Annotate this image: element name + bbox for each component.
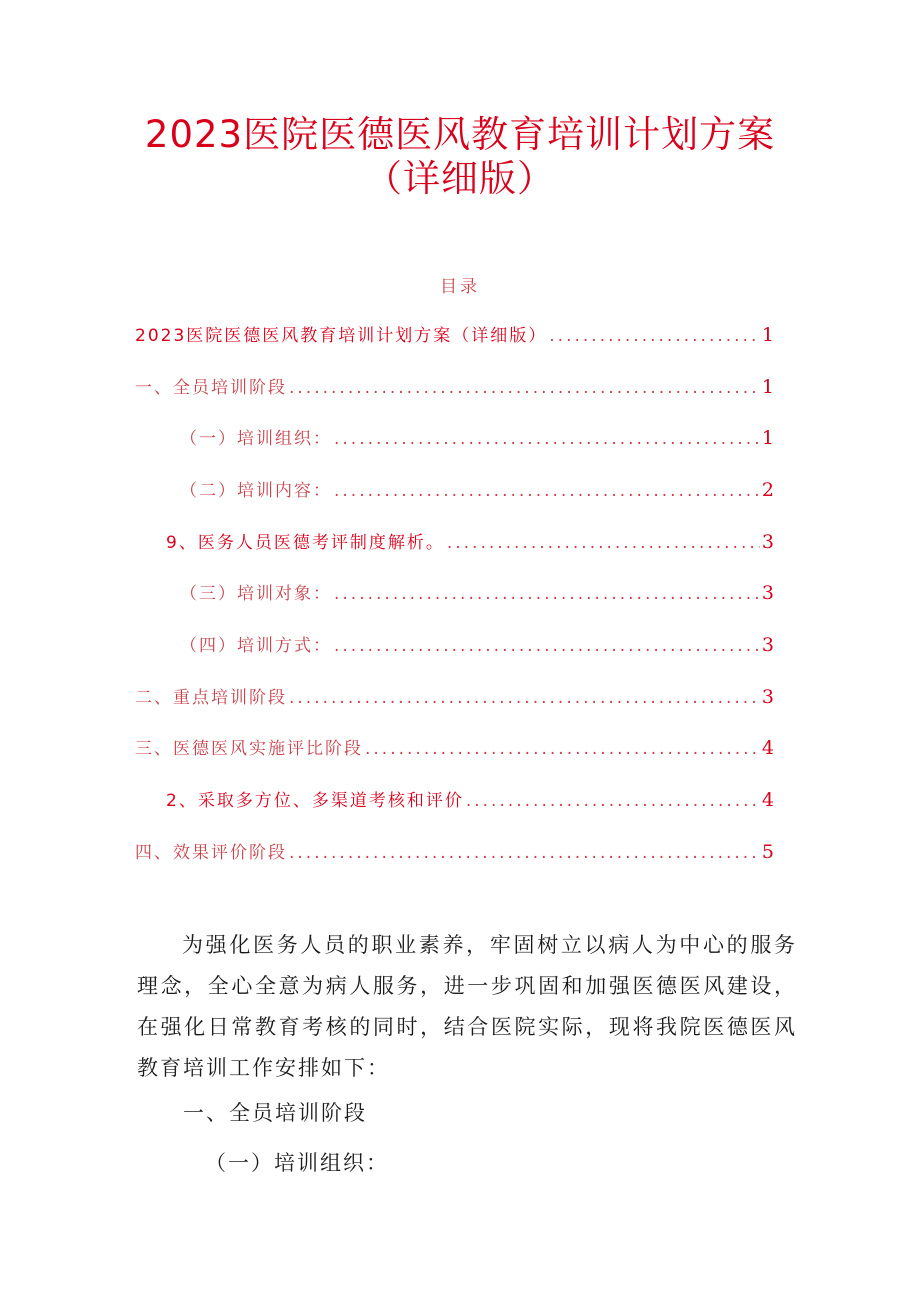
toc-entry-page: 3 [761, 634, 774, 656]
toc-leader-dots [334, 581, 760, 607]
toc-entry[interactable] [180, 425, 774, 451]
toc-entry-page: 1 [761, 376, 774, 398]
toc-leader-dots [289, 375, 760, 401]
toc-entry[interactable] [180, 580, 774, 606]
toc-leader-dots [447, 530, 760, 556]
toc-entry-label: 2、采取多方位、多渠道考核和评价 [166, 791, 464, 811]
toc-entry-page: 1 [761, 324, 774, 346]
section-heading: 一、全员培训阶段 [183, 1101, 367, 1125]
intro-paragraph: 为强化医务人员的职业素养，牢固树立以病人为中心的服务理念，全心全意为病人服务，进一步巩固和加强医德医风建设，在强化日常教育考核的同时，结合医院实际，现将我院医德医风教育培训工作安排如下： [137, 933, 797, 1080]
toc-entry[interactable] [135, 684, 774, 710]
toc-leader-dots [466, 788, 760, 814]
toc-leader-dots [334, 426, 760, 452]
toc-leader-dots [289, 840, 760, 866]
toc-entry-label: 二、重点培训阶段 [135, 688, 287, 708]
toc-entry[interactable] [180, 632, 774, 658]
toc-leader-dots [334, 478, 760, 504]
toc-entry-page: 1 [761, 427, 774, 449]
toc-entry-page: 3 [761, 686, 774, 708]
toc-heading: 目录 [440, 277, 480, 297]
document-title-line1: 2023医院医德医风教育培训计划方案 [144, 113, 776, 156]
document-title-line2: （详细版） [365, 157, 555, 200]
toc-entry-label: 9、医务人员医德考评制度解析。 [166, 533, 445, 553]
toc-entry-page: 4 [761, 789, 774, 811]
toc-entry-label: 四、效果评价阶段 [135, 843, 287, 863]
toc-leader-dots [289, 685, 760, 711]
toc-leader-dots [549, 323, 760, 349]
toc-entry-label: （二）培训内容： [180, 481, 332, 501]
toc-entry[interactable] [135, 374, 774, 400]
toc-entry-label: （四）培训方式： [180, 636, 332, 656]
toc-entry[interactable] [166, 529, 774, 555]
subsection-heading: （一）培训组织： [205, 1151, 389, 1175]
toc-entry-label: 2023医院医德医风教育培训计划方案（详细版） [135, 326, 548, 346]
toc-entry-page: 3 [761, 531, 774, 553]
toc-entry[interactable] [135, 735, 774, 761]
toc-leader-dots [365, 736, 760, 762]
toc-entry-label: （三）培训对象： [180, 584, 332, 604]
toc-entry-label: （一）培训组织： [180, 429, 332, 449]
toc-entry[interactable] [180, 477, 774, 503]
toc-entry-page: 3 [761, 582, 774, 604]
toc-entry[interactable] [135, 839, 774, 865]
toc-entry-page: 5 [761, 841, 774, 863]
toc-entry-page: 2 [761, 479, 774, 501]
toc-entry-label: 三、医德医风实施评比阶段 [135, 739, 363, 759]
toc-entry-label: 一、全员培训阶段 [135, 378, 287, 398]
toc-leader-dots [334, 633, 760, 659]
toc-entry[interactable] [135, 322, 774, 348]
toc-entry[interactable] [166, 787, 774, 813]
toc-entry-page: 4 [761, 737, 774, 759]
